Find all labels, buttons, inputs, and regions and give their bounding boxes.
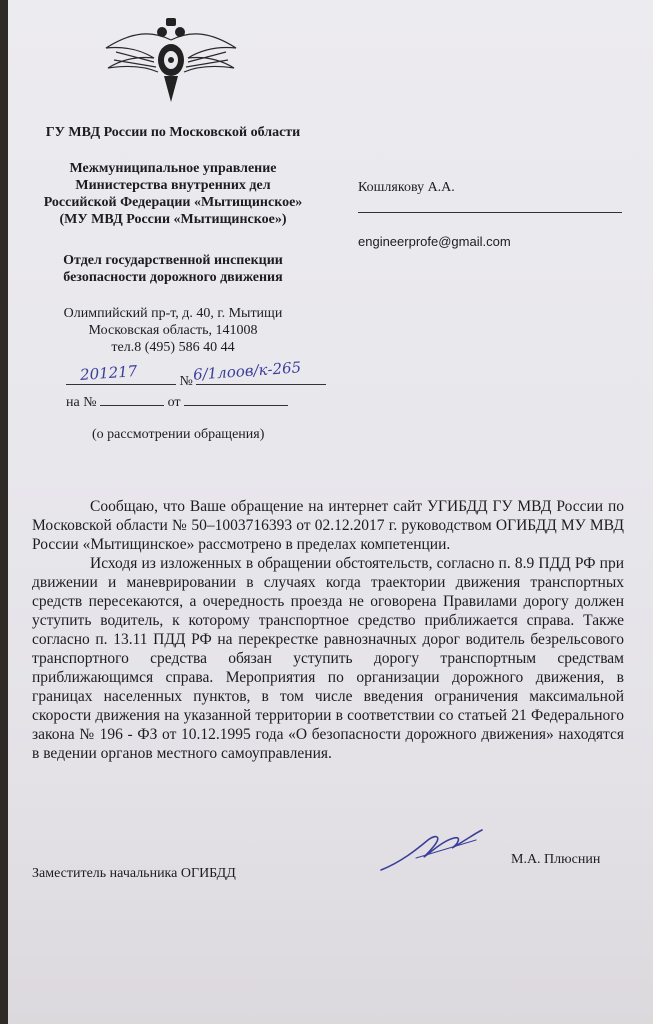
department-block [23, 160, 323, 228]
address-line: Московская область, 141008 [88, 323, 258, 338]
department-line: Российской Федерации «Мытищинское» [43, 195, 303, 210]
recipient-email: engineerprofe@gmail.com [358, 234, 511, 249]
double-headed-eagle-icon [96, 10, 246, 105]
address-line: тел.8 (495) 586 40 44 [111, 340, 235, 355]
division-line: Отдел государственной инспекции [63, 253, 283, 268]
department-line: Министерства внутренних дел [75, 178, 271, 193]
number-sign: № [179, 374, 193, 389]
recipient-name: Кошлякову А.А. [358, 180, 455, 195]
body-paragraph: Сообщаю, что Ваше обращение на интернет сайт УГИБДД ГУ МВД России по Московской области № 50–1003716393 от 02.12.2017 г. руководством ОГИБДД МУ МВД России «Мытищинское» рассмотрено в пределах компетенции. [32, 498, 624, 553]
handwritten-signature [376, 822, 486, 877]
division-block [23, 252, 323, 286]
body-paragraph: Исходя из изложенных в обращении обстоятельств, согласно п. 8.9 ПДД РФ при движении и маневрировании в случаях когда траектории движения транспортных средств пересекаются, а очередность проезда не оговорена Правилами дорогу должен уступить водитель, к которому транспортное средство приближается справа. Также согласно п. 13.11 ПДД РФ на перекрестке равнозначных дорог водитель безрельсового транспортного средства обязан уступить дорогу транспортным средствам приближающимся справа. Мероприятия по организации дорожного движения, в границах населенных пунктов, в том числе введения ограничения максимальной скорости движения на указанной территории в соответствии со статьей 21 Федерального закона № 196 - ФЗ от 10.12.1995 года «О безопасности дорожного движения» находятся в ведении органов местного самоуправления. [32, 555, 624, 762]
address-block [23, 305, 323, 356]
reference-line [66, 393, 288, 411]
department-line: (МУ МВД России «Мытищинское») [59, 212, 287, 227]
org-main-title: ГУ МВД России по Московской области [45, 125, 301, 140]
letter-body [32, 497, 624, 763]
subject-line: (о рассмотрении обращения) [92, 427, 265, 442]
handwritten-date: 201217 [79, 362, 138, 384]
reference-from: от [167, 395, 181, 410]
department-line: Межмуниципальное управление [69, 161, 277, 176]
signatory-name: М.А. Плюснин [511, 852, 601, 867]
reference-prefix: на № [66, 395, 97, 410]
letter-sheet [8, 0, 653, 1024]
address-line: Олимпийский пр-т, д. 40, г. Мытищи [63, 306, 283, 321]
recipient-underline [358, 212, 622, 213]
signatory-title: Заместитель начальника ОГИБДД [32, 866, 236, 881]
handwritten-number: 6/1лоов/к-265 [192, 358, 302, 384]
division-line: безопасности дорожного движения [63, 270, 283, 285]
